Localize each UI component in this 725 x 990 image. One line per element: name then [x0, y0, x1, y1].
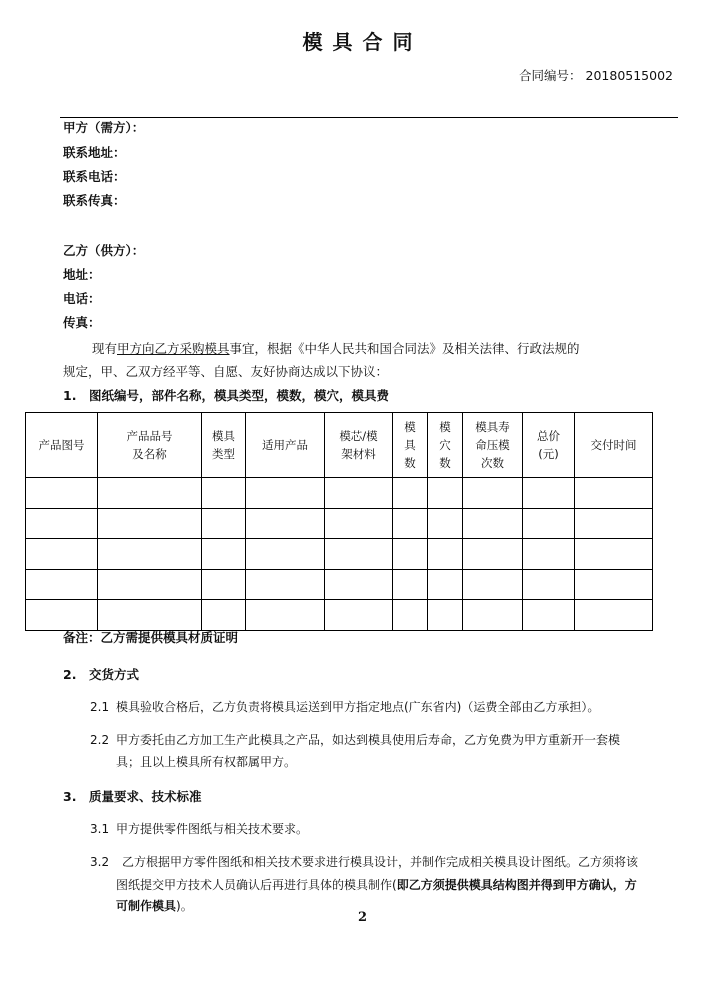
table-cell[interactable] — [575, 600, 653, 631]
table-cell[interactable] — [393, 569, 428, 600]
table-cell[interactable] — [428, 539, 463, 570]
clause-text: 甲方提供零件图纸与相关技术要求。 — [116, 822, 309, 836]
table-cell[interactable] — [202, 508, 246, 539]
intro-underlined-text: 甲方向 — [117, 341, 155, 356]
table-cell[interactable] — [98, 569, 202, 600]
clause-number: 2.2 — [90, 733, 110, 747]
table-cell[interactable] — [26, 600, 98, 631]
table-row — [26, 539, 653, 570]
clause-3-1 — [90, 820, 308, 837]
table-header-row — [26, 413, 653, 478]
table-header-cell: 模具 类型 — [202, 413, 246, 478]
section-2-heading — [63, 665, 139, 683]
table-cell[interactable] — [26, 539, 98, 570]
section-title: 质量要求、技术标准 — [89, 789, 202, 804]
table-cell[interactable] — [246, 539, 325, 570]
table-cell[interactable] — [325, 569, 393, 600]
table-cell[interactable] — [26, 569, 98, 600]
clause-2-1 — [90, 698, 599, 715]
party-b-fax: 传真： — [63, 315, 101, 330]
table-header-cell: 模具寿 命压模 次数 — [463, 413, 523, 478]
table-header-cell: 交付时间 — [575, 413, 653, 478]
intro-text: 事宜，根据《中华人民共和国合同法》及相关法律、行政法规的 — [229, 341, 580, 356]
section-number: 3. — [63, 789, 77, 804]
intro-text: 现有 — [92, 341, 118, 356]
party-a-name: 甲方（需方）： — [63, 120, 145, 135]
table-cell[interactable] — [523, 569, 575, 600]
table-header-cell: 适用产品 — [246, 413, 325, 478]
table-cell[interactable] — [202, 539, 246, 570]
table-cell[interactable] — [393, 478, 428, 509]
table-cell[interactable] — [463, 478, 523, 509]
table-row — [26, 569, 653, 600]
party-a-fax: 联系传真： — [63, 193, 126, 208]
table-cell[interactable] — [463, 508, 523, 539]
intro-line-2: 规定，甲、乙双方经平等、自愿、友好协商达成以下协议： — [63, 364, 389, 379]
table-header-cell: 模芯/模 架材料 — [325, 413, 393, 478]
table-cell[interactable] — [428, 600, 463, 631]
table-cell[interactable] — [246, 508, 325, 539]
table-row — [26, 600, 653, 631]
table-cell[interactable] — [523, 600, 575, 631]
table-cell[interactable] — [98, 478, 202, 509]
table-row — [26, 478, 653, 509]
table-cell[interactable] — [98, 539, 202, 570]
table-note: 备注：乙方需提供模具材质证明 — [63, 630, 239, 645]
table-cell[interactable] — [575, 539, 653, 570]
party-b-phone: 电话： — [63, 291, 101, 306]
table-header-cell: 产品图号 — [26, 413, 98, 478]
section-title: 图纸编号，部件名称，模具类型，模数，模穴，模具费 — [89, 388, 390, 403]
party-b-address: 地址： — [63, 267, 101, 282]
table-header-cell: 总价 (元) — [523, 413, 575, 478]
page-number: 2 — [357, 910, 368, 925]
table-cell[interactable] — [325, 508, 393, 539]
document-title: 模具合同 — [302, 30, 423, 54]
table-row — [26, 508, 653, 539]
table-cell[interactable] — [523, 478, 575, 509]
table-cell[interactable] — [523, 539, 575, 570]
table-cell[interactable] — [393, 508, 428, 539]
section-1-heading — [63, 386, 389, 404]
table-cell[interactable] — [246, 600, 325, 631]
section-3-heading — [63, 787, 202, 805]
contract-number: 合同编号： 20180515002 — [519, 68, 673, 83]
table-header-cell: 模 具 数 — [393, 413, 428, 478]
clause-2-2-cont: 具；且以上模具所有权都属甲方。 — [116, 755, 297, 769]
section-number: 2. — [63, 667, 77, 682]
intro-underlined-text: 乙方采购模具 — [154, 341, 230, 356]
clause-text: )。 — [176, 899, 193, 913]
table-cell[interactable] — [325, 478, 393, 509]
clause-text: 图纸提交甲方技术人员确认后再进行具体的模具制作( — [116, 878, 397, 892]
header-divider — [60, 117, 678, 118]
clause-2-2 — [90, 731, 620, 748]
clause-bold-text: 可制作模具 — [116, 899, 177, 913]
party-a-phone: 联系电话： — [63, 169, 126, 184]
table-cell[interactable] — [428, 569, 463, 600]
party-b-name: 乙方（供方）： — [63, 243, 145, 258]
table-cell[interactable] — [246, 478, 325, 509]
clause-text: 乙方根据甲方零件图纸和相关技术要求进行模具设计，并制作完成相关模具设计图纸。乙方须将该 — [122, 855, 639, 869]
table-cell[interactable] — [523, 508, 575, 539]
clause-text: 模具验收合格后，乙方负责将模具运送到甲方指定地点(广东省内)（运费全部由乙方承担）。 — [116, 700, 600, 714]
table-header-cell: 产品品号 及名称 — [98, 413, 202, 478]
clause-number: 3.1 — [90, 822, 110, 836]
table-cell[interactable] — [463, 539, 523, 570]
section-title: 交货方式 — [89, 667, 140, 682]
table-cell[interactable] — [246, 569, 325, 600]
table-cell[interactable] — [202, 600, 246, 631]
table-cell[interactable] — [98, 508, 202, 539]
table-cell[interactable] — [98, 600, 202, 631]
section-number: 1. — [63, 388, 77, 403]
clause-text: 甲方委托由乙方加工生产此模具之产品，如达到模具使用后寿命，乙方免费为甲方重新开一套模 — [116, 733, 621, 747]
table-header-cell: 模 穴 数 — [428, 413, 463, 478]
table-cell[interactable] — [428, 508, 463, 539]
clause-3-2-cont — [116, 876, 637, 893]
party-a-address: 联系地址： — [63, 145, 126, 160]
table-cell[interactable] — [463, 600, 523, 631]
table-cell[interactable] — [428, 478, 463, 509]
table-cell[interactable] — [325, 539, 393, 570]
mold-spec-table — [25, 412, 653, 631]
clause-bold-text: 即乙方须提供模具结构图并得到甲方确认，方 — [396, 878, 637, 892]
table-cell[interactable] — [393, 600, 428, 631]
table-cell[interactable] — [202, 478, 246, 509]
table-cell[interactable] — [202, 569, 246, 600]
table-cell[interactable] — [575, 569, 653, 600]
table-cell[interactable] — [393, 539, 428, 570]
clause-3-2 — [90, 853, 638, 870]
intro-line-1 — [92, 339, 580, 357]
table-cell[interactable] — [26, 478, 98, 509]
table-cell[interactable] — [325, 600, 393, 631]
table-cell[interactable] — [26, 508, 98, 539]
table-cell[interactable] — [575, 478, 653, 509]
table-cell[interactable] — [463, 569, 523, 600]
clause-number: 2.1 — [90, 700, 110, 714]
table-cell[interactable] — [575, 508, 653, 539]
clause-number: 3.2 — [90, 855, 110, 869]
